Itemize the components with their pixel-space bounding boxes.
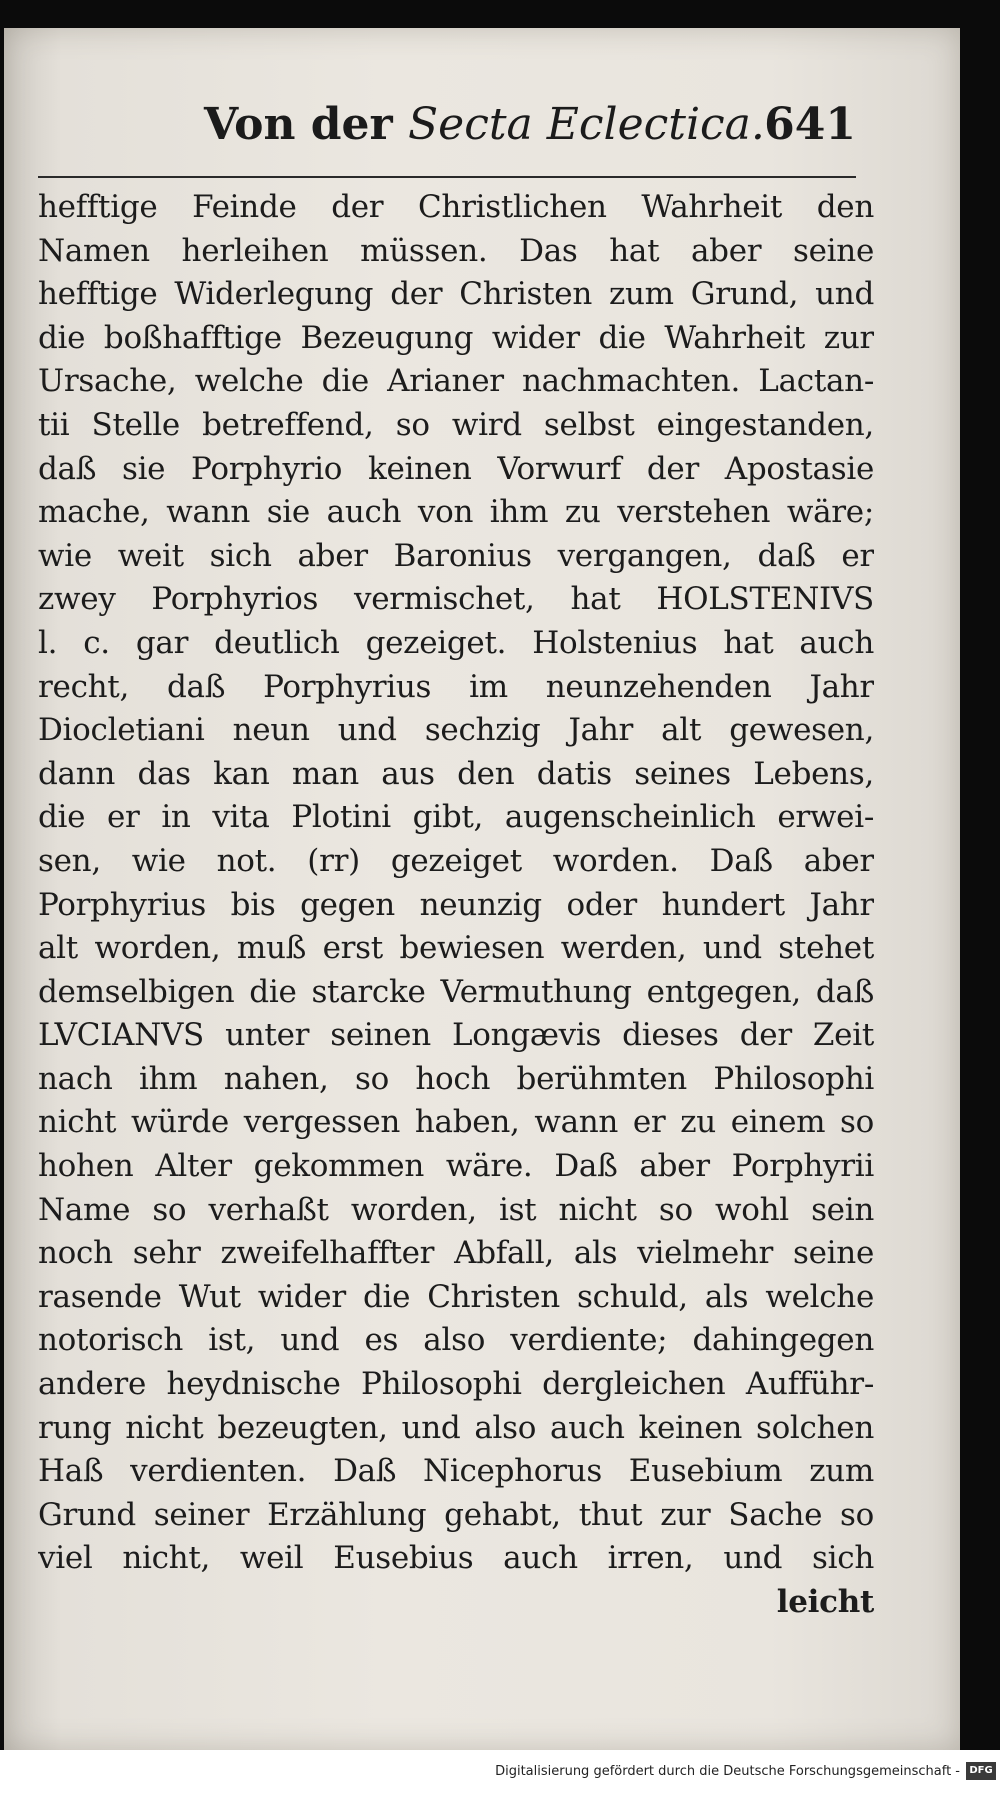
text-line: noch sehr zweifelhaffter Abfall, als vielmehr seine [38,1235,874,1272]
text-line: Porphyrius bis gegen neunzig oder hundert Jahr [38,886,874,923]
dfg-logo: DFG [966,1762,996,1780]
text-line: andere heydnische Philosophi dergleichen Aufführ- [38,1366,874,1403]
text-line: hefftige Feinde der Christlichen Wahrheit den [38,189,874,225]
text-line: Namen herleihen müssen. Das hat aber seine [38,232,874,269]
text-line: tii Stelle betreffend, so wird selbst eingestanden, [38,406,874,443]
running-head [204,90,765,160]
text-line: wie weit sich aber Baronius vergangen, daß er [38,537,874,574]
text-line: nach ihm nahen, so hoch berühmten Philosophi [38,1060,874,1097]
book-page [4,28,960,1750]
catchword: leicht [776,1584,874,1620]
running-head-prefix: Von der [204,99,409,150]
running-head-italic: Secta Eclectica. [408,99,765,150]
text-line: Ursache, welche die Arianer nachmachten. Lactan- [38,363,874,400]
text-line: LVCIANVS unter seinen Longævis dieses der Zeit [38,1017,874,1054]
text-line: Grund seiner Erzählung gehabt, thut zur Sache so [38,1496,874,1533]
text-line: mache, wann sie auch von ihm zu verstehen wäre; [38,494,874,531]
body-text [38,186,874,1625]
text-line: alt worden, muß erst bewiesen werden, und stehet [38,930,874,967]
page-header [4,90,960,160]
text-line: zwey Porphyrios vermischet, hat HOLSTENIVS [38,581,874,618]
page-number: 641 [764,99,856,150]
text-line: sen, wie not. (rr) gezeiget worden. Daß aber [38,842,874,879]
text-line: demselbigen die starcke Vermuthung entgegen, daß [38,973,874,1010]
text-line: die boßhafftige Bezeugung wider die Wahrheit zur [38,319,874,356]
text-line: recht, daß Porphyrius im neunzehenden Jahr [38,668,874,705]
text-line: Name so verhaßt worden, ist nicht so wohl sein [38,1191,874,1228]
text-line: hohen Alter gekommen wäre. Daß aber Porphyrii [38,1148,874,1185]
text-line: daß sie Porphyrio keinen Vorwurf der Apostasie [38,450,874,487]
text-line: notorisch ist, und es also verdiente; dahingegen [38,1322,874,1359]
text-line: rung nicht bezeugten, und also auch keinen solchen [38,1409,874,1446]
text-line: Haß verdienten. Daß Nicephorus Eusebium zum [38,1453,874,1490]
text-line: hefftige Widerlegung der Christen zum Grund, und [38,276,874,313]
dfg-credit: Digitalisierung gefördert durch die Deutsche Forschungsgemeinschaft - [495,1764,960,1779]
text-line: Diocletiani neun und sechzig Jahr alt gewesen, [38,712,874,749]
text-line: viel nicht, weil Eusebius auch irren, und sich [38,1540,874,1577]
text-line: nicht würde vergessen haben, wann er zu einem so [38,1104,874,1141]
header-rule [38,176,856,178]
text-line: rasende Wut wider die Christen schuld, als welche [38,1278,874,1315]
text-line: die er in vita Plotini gibt, augenscheinlich erwei- [38,799,874,836]
text-line: l. c. gar deutlich gezeiget. Holstenius hat auch [38,624,874,661]
text-line: dann das kan man aus den datis seines Lebens, [38,755,874,792]
footer-bar [0,1750,1000,1795]
